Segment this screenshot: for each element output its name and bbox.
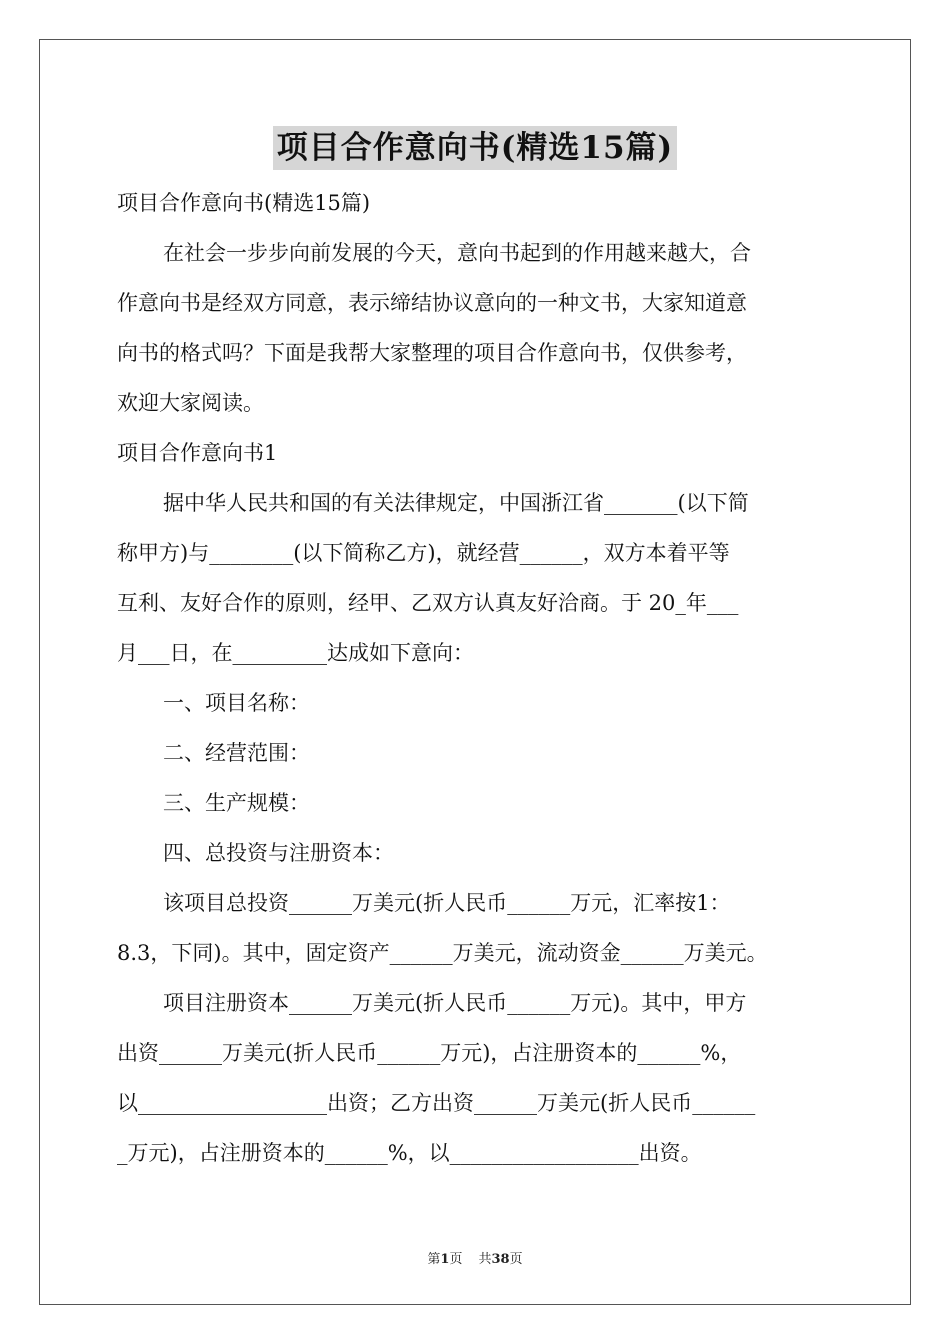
- text-line: 在社会一步步向前发展的今天，意向书起到的作用越来越大，合: [163, 241, 751, 265]
- total-suffix: 页: [509, 1252, 523, 1267]
- page-suffix: 页: [449, 1252, 463, 1267]
- text-line: 据中华人民共和国的有关法律规定，中国浙江省_______(以下简: [163, 491, 749, 515]
- text-line: 互利、友好合作的原则，经甲、乙双方认真友好洽商。于 20_年___: [117, 591, 739, 615]
- text-line: 8.3，下同)。其中，固定资产______万美元，流动资金______万美元。: [117, 941, 768, 965]
- text-line: 二、经营范围：: [163, 741, 310, 765]
- page-current: 1: [440, 1252, 450, 1267]
- page-footer: [0, 1248, 950, 1267]
- text-line: 称甲方)与________(以下简称乙方)，就经营______，双方本着平等: [117, 541, 730, 565]
- document-title: 项目合作意向书(精选15篇): [273, 126, 677, 170]
- text-line: 四、总投资与注册资本：: [163, 841, 394, 865]
- text-line: 作意向书是经双方同意，表示缔结协议意向的一种文书，大家知道意: [117, 291, 747, 315]
- document-body: [117, 178, 847, 1178]
- text-line: 项目注册资本______万美元(折人民币______万元)。其中，甲方: [163, 991, 747, 1015]
- text-line: 以__________________出资；乙方出资______万美元(折人民币______: [117, 1091, 756, 1115]
- text-line: 向书的格式吗？下面是我帮大家整理的项目合作意向书，仅供参考，: [117, 341, 747, 365]
- text-line: 出资______万美元(折人民币______万元)，占注册资本的______%，: [117, 1041, 742, 1065]
- text-line: 该项目总投资______万美元(折人民币______万元，汇率按1：: [163, 891, 731, 915]
- text-line: 项目合作意向书(精选15篇): [117, 191, 371, 215]
- total-prefix: 共: [478, 1252, 492, 1267]
- text-line: 一、项目名称：: [163, 691, 310, 715]
- text-line: 欢迎大家阅读。: [117, 391, 264, 415]
- text-line: 项目合作意向书1: [117, 441, 278, 465]
- total-pages: 38: [491, 1252, 510, 1267]
- text-line: 月___日，在_________达成如下意向：: [117, 641, 474, 665]
- title-container: [0, 126, 950, 170]
- text-line: 三、生产规模：: [163, 791, 310, 815]
- page-prefix: 第: [427, 1252, 441, 1267]
- text-line: _万元)，占注册资本的______%，以__________________出资。: [117, 1141, 702, 1165]
